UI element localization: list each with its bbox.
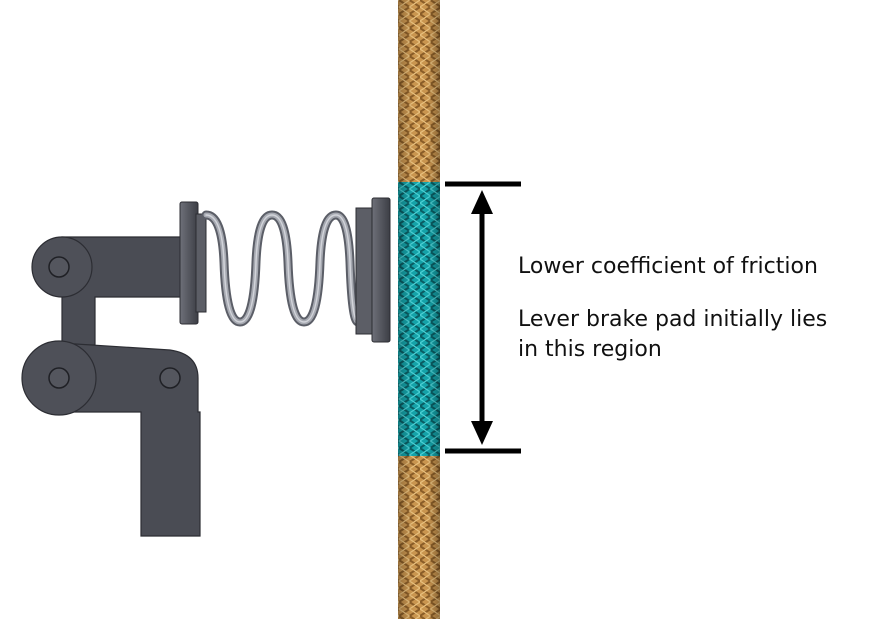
arrow-up-icon xyxy=(471,190,493,214)
brake-pad-label-line-1: Lever brake pad initially lies xyxy=(518,307,828,332)
right-spring-washer xyxy=(356,208,372,334)
upper-pivot-icon xyxy=(49,257,69,277)
arrow-down-icon xyxy=(471,421,493,445)
lower-pivot-icon xyxy=(49,368,69,388)
left-spring-cap xyxy=(180,202,198,324)
coil-spring-icon xyxy=(206,215,358,322)
friction-label: Lower coefficient of friction xyxy=(518,254,818,279)
brake-pad-label-line-2: in this region xyxy=(518,337,662,362)
brake-pad-region-label xyxy=(518,305,827,365)
left-spring-washer xyxy=(196,214,206,312)
rope xyxy=(398,0,440,619)
brake-pad xyxy=(372,198,390,342)
dimension-marker xyxy=(445,184,521,451)
link-pivot-icon xyxy=(160,368,180,388)
rope-shading xyxy=(398,0,440,619)
spring-assembly xyxy=(180,198,390,342)
lever-arm xyxy=(22,237,200,536)
